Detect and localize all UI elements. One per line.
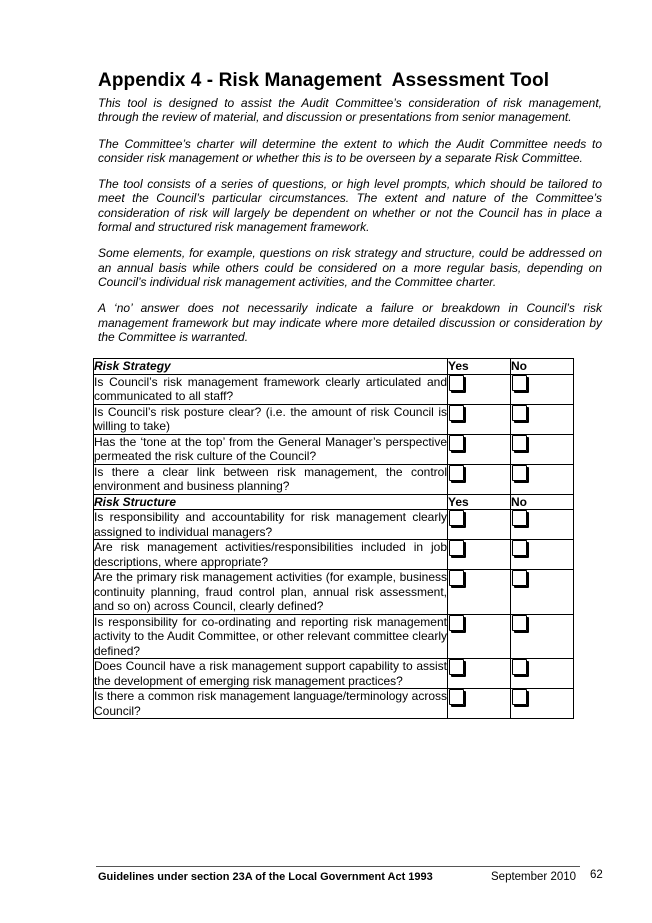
yes-checkbox[interactable]	[449, 570, 464, 586]
no-checkbox[interactable]	[512, 435, 527, 451]
yes-checkbox[interactable]	[449, 465, 464, 481]
no-checkbox[interactable]	[512, 659, 527, 675]
yes-checkbox[interactable]	[449, 540, 464, 556]
no-checkbox[interactable]	[512, 375, 527, 391]
section-header-row	[94, 359, 574, 375]
no-column-header: No	[511, 494, 574, 510]
question-text: Are risk management activities/responsibilities included in job descriptions, where appropriate?	[94, 540, 447, 569]
question-row	[94, 614, 574, 659]
intro-text	[98, 96, 602, 356]
question-text: Has the ‘tone at the top’ from the General Manager’s perspective permeated the risk culture of the Council?	[94, 434, 447, 463]
question-row	[94, 570, 574, 615]
no-checkbox[interactable]	[512, 540, 527, 556]
question-text: Is responsibility and accountability for risk management clearly assigned to individual managers?	[94, 510, 447, 539]
footer-date: September 2010	[491, 871, 577, 883]
intro-paragraph: The tool consists of a series of questions, or high level prompts, which should be tailored to meet the Council’s particular circumstances. The extent and nature of the Committee’s consideration of risk will largely be dependent on whether or not the Council has in place a formal and structured risk management framework.	[98, 177, 602, 235]
footer-title: Guidelines under section 23A of the Local Government Act 1993	[98, 871, 433, 883]
yes-column-header: Yes	[448, 359, 511, 375]
yes-column-header: Yes	[448, 494, 511, 510]
yes-checkbox[interactable]	[449, 510, 464, 526]
question-row	[94, 404, 574, 434]
footer-divider	[96, 866, 580, 867]
yes-checkbox[interactable]	[449, 375, 464, 391]
question-row	[94, 434, 574, 464]
question-text: Is there a clear link between risk management, the control environment and business planning?	[94, 464, 447, 493]
yes-checkbox[interactable]	[449, 615, 464, 631]
question-text: Is Council’s risk management framework clearly articulated and communicated to all staff?	[94, 374, 447, 403]
question-text: Is responsibility for co-ordinating and reporting risk management activity to the Audit Committee, or other relevant committee clearly defined?	[94, 614, 447, 658]
no-checkbox[interactable]	[512, 405, 527, 421]
question-row	[94, 464, 574, 494]
no-column-header: No	[511, 359, 574, 375]
yes-checkbox[interactable]	[449, 435, 464, 451]
question-text: Does Council have a risk management support capability to assist the development of emerging risk management practices?	[94, 659, 447, 688]
yes-checkbox[interactable]	[449, 405, 464, 421]
yes-checkbox[interactable]	[449, 689, 464, 705]
intro-paragraph: This tool is designed to assist the Audit Committee’s consideration of risk management, through the review of material, and discussion or presentations from senior management.	[98, 96, 602, 125]
question-text: Is Council’s risk posture clear? (i.e. the amount of risk Council is willing to take)	[94, 404, 447, 433]
no-checkbox[interactable]	[512, 510, 527, 526]
question-row	[94, 540, 574, 570]
assessment-table	[93, 358, 574, 719]
page-title: Appendix 4 - Risk Management Assessment Tool	[98, 70, 550, 91]
section-header-row	[94, 494, 574, 510]
no-checkbox[interactable]	[512, 689, 527, 705]
question-row	[94, 374, 574, 404]
intro-paragraph: The Committee’s charter will determine the extent to which the Audit Committee needs to consider risk management or whether this is to be overseen by a separate Risk Committee.	[98, 136, 602, 165]
question-row	[94, 510, 574, 540]
intro-paragraph: Some elements, for example, questions on risk strategy and structure, could be addressed on an annual basis while others could be considered on a more regular basis, depending on Council’s individual risk management activities, and the Committee charter.	[98, 246, 602, 289]
no-checkbox[interactable]	[512, 615, 527, 631]
question-row	[94, 689, 574, 719]
question-text: Are the primary risk management activities (for example, business continuity planning, fraud control plan, annual risk assessment, and so on) across Council, clearly defined?	[94, 570, 447, 613]
section-heading: Risk Structure	[94, 494, 448, 510]
no-checkbox[interactable]	[512, 570, 527, 586]
section-heading: Risk Strategy	[94, 359, 448, 375]
no-checkbox[interactable]	[512, 465, 527, 481]
question-text: Is there a common risk management language/terminology across Council?	[94, 689, 447, 718]
question-row	[94, 659, 574, 689]
page-number: 62	[590, 869, 603, 881]
intro-paragraph: A ‘no’ answer does not necessarily indicate a failure or breakdown in Council’s risk management framework but may indicate where more detailed discussion or consideration by the Committee is warranted.	[98, 301, 602, 344]
yes-checkbox[interactable]	[449, 659, 464, 675]
